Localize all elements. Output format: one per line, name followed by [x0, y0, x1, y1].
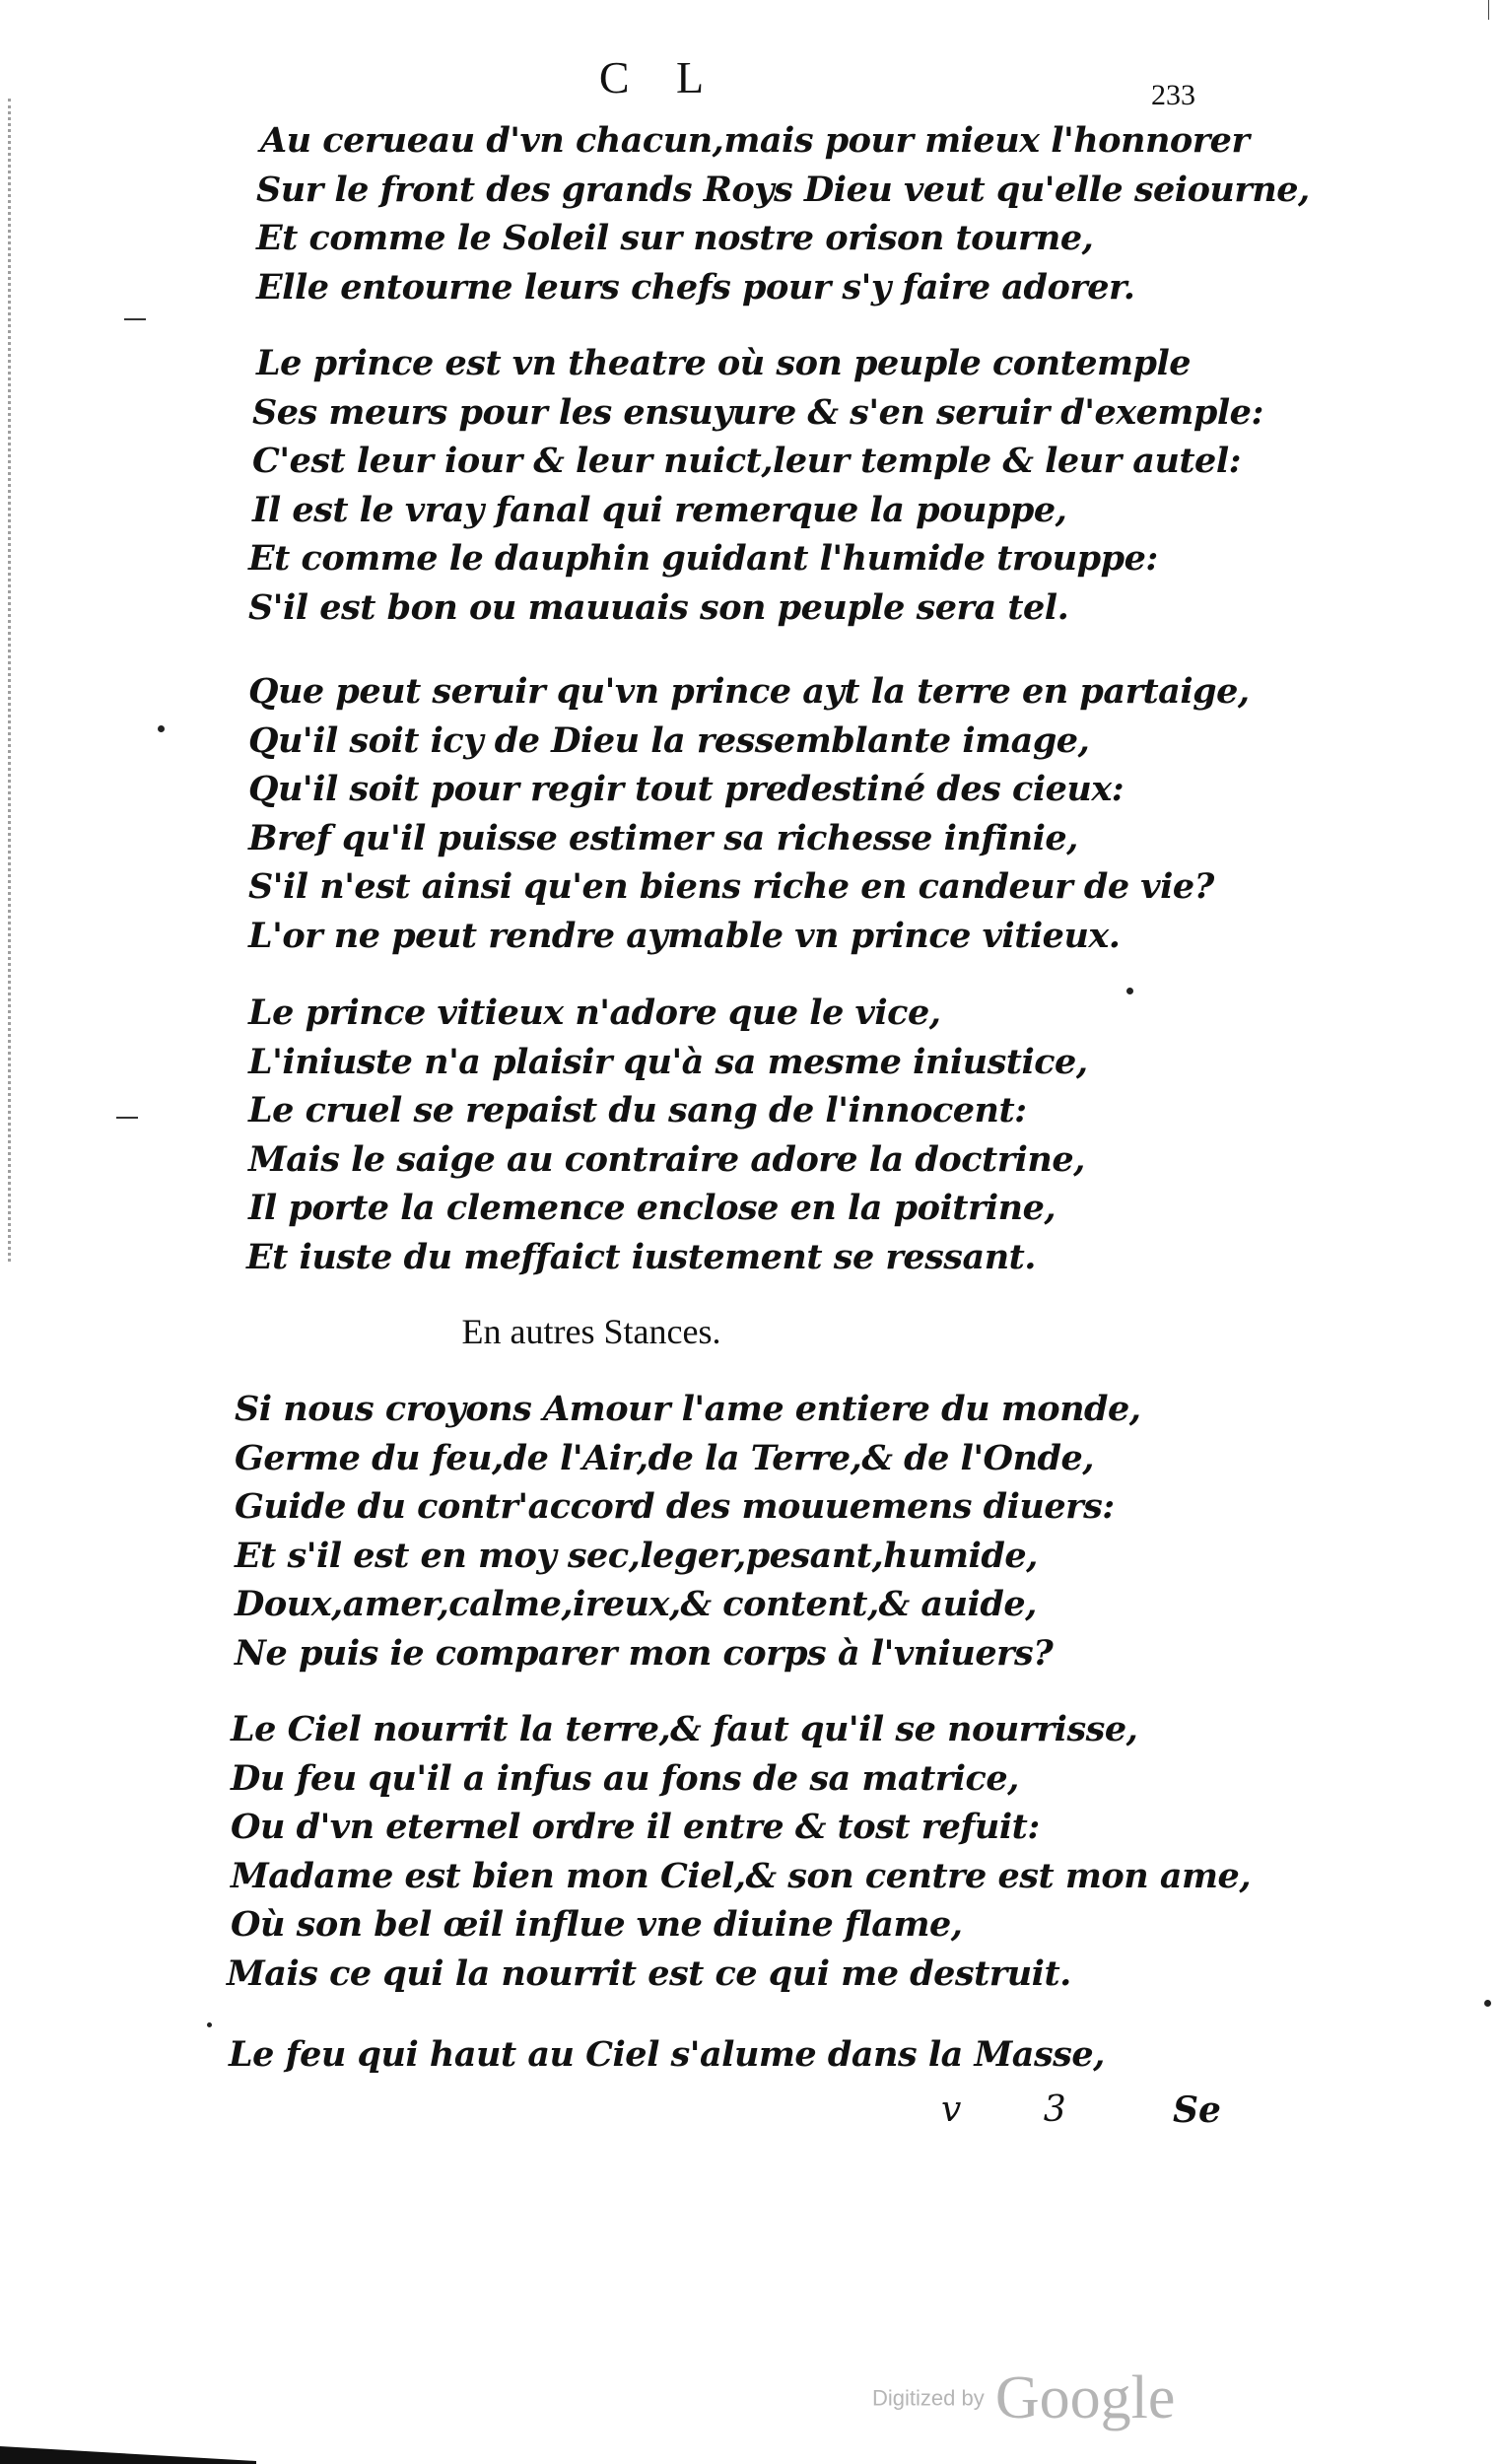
- verse-line: Il porte la clemence enclose en la poitrine,: [248, 1188, 1057, 1228]
- verse-line: L'iniuste n'a plaisir qu'à sa mesme iniustice,: [248, 1041, 1088, 1082]
- verse-line: Guide du contr'accord des mouuemens diuers:: [235, 1486, 1115, 1527]
- verse-line: Et iuste du meffaict iustement se ressant.: [246, 1236, 1036, 1277]
- verse-line: Germe du feu,de l'Air,de la Terre,& de l'Onde,: [235, 1437, 1094, 1478]
- verse-line: Elle entourne leurs chefs pour s'y faire adorer.: [256, 266, 1135, 308]
- signature-mark: v 3: [941, 2089, 1102, 2130]
- verse-line: Mais le saige au contraire adore la doctrine,: [248, 1138, 1085, 1180]
- verse-line: C'est leur iour & leur nuict,leur temple & leur autel:: [252, 441, 1242, 481]
- verse-line: Qu'il soit pour regir tout predestiné des cieux:: [248, 769, 1125, 809]
- verse-line: Que peut seruir qu'vn prince ayt la terre en partaige,: [248, 671, 1250, 712]
- ink-speck: [158, 725, 165, 732]
- ink-speck: [207, 2022, 212, 2027]
- digitized-watermark: [872, 2363, 1175, 2433]
- verse-line: Ou d'vn eternel ordre il entre & tost refuit:: [231, 1807, 1040, 1847]
- verse-line: Où son bel œil influe vne diuine flame,: [231, 1904, 963, 1945]
- verse-line: Au cerueau d'vn chacun,mais pour mieux l'honnorer: [260, 120, 1250, 161]
- verse-line: Doux,amer,calme,ireux,& content,& auide,: [235, 1584, 1037, 1624]
- verse-line: Et comme le Soleil sur nostre orison tourne,: [256, 218, 1094, 258]
- stanza-4: [248, 989, 1234, 1281]
- margin-mark: [116, 1117, 138, 1119]
- stanza-7: [229, 2030, 1214, 2080]
- ink-speck: [1484, 2000, 1491, 2007]
- verse-line: Si nous croyons Amour l'ame entiere du monde,: [235, 1389, 1141, 1429]
- verse-line: Bref qu'il puisse estimer sa richesse infinie,: [248, 817, 1078, 858]
- watermark-prefix: Digitized by: [872, 2385, 985, 2411]
- verse-line: Le prince est vn theatre où son peuple contemple: [256, 343, 1192, 383]
- verse-line: Du feu qu'il a infus au fons de sa matrice,: [231, 1757, 1019, 1799]
- stanza-1: [248, 116, 1310, 311]
- verse-line: Mais ce qui la nourrit est ce qui me destruit.: [227, 1952, 1071, 1994]
- verse-line: Le cruel se repaist du sang de l'innocent:: [248, 1090, 1027, 1130]
- ink-speck: [1126, 988, 1133, 994]
- running-head: C L: [598, 52, 722, 103]
- catchword: Se: [1173, 2089, 1221, 2131]
- verse-line: Et s'il est en moy sec,leger,pesant,humide,: [235, 1535, 1038, 1576]
- page-number: 233: [1151, 79, 1195, 111]
- stanza-3: [248, 667, 1250, 960]
- verse-line: Le prince vitieux n'adore que le vice,: [248, 992, 941, 1033]
- binding-edge-trace: [8, 99, 15, 1262]
- verse-line: Ses meurs pour les ensuyure & s'en seruir d'exemple:: [252, 391, 1263, 433]
- verse-line: L'or ne peut rendre aymable vn prince vitieux.: [248, 915, 1121, 956]
- verse-line: Il est le vray fanal qui remerque la pouppe,: [252, 489, 1067, 530]
- google-logo: Google: [994, 2364, 1176, 2431]
- verse-line: Qu'il soit icy de Dieu la ressemblante image,: [248, 719, 1090, 761]
- verse-line: S'il est bon ou mauuais son peuple sera tel.: [248, 586, 1069, 628]
- stanza-6: [227, 1705, 1252, 1998]
- verse-line: Et comme le dauphin guidant l'humide trouppe:: [248, 538, 1158, 579]
- verse-line: Sur le front des grands Roys Dieu veut qu'elle seiourne,: [256, 169, 1310, 210]
- verse-line: S'il n'est ainsi qu'en biens riche en candeur de vie?: [248, 866, 1214, 907]
- stanza-5: [235, 1385, 1220, 1677]
- page-footer: [0, 2089, 1500, 2149]
- verse-line: Ne puis ie comparer mon corps à l'vniuers?: [235, 1632, 1054, 1674]
- page-edge-mark: [1488, 0, 1489, 20]
- section-heading: En autres Stances.: [461, 1312, 721, 1351]
- verse-line: Madame est bien mon Ciel,& son centre est mon ame,: [231, 1855, 1252, 1896]
- scan-edge-shadow: [0, 2434, 256, 2464]
- verse-line: Le Ciel nourrit la terre,& faut qu'il se nourrisse,: [231, 1709, 1138, 1749]
- verse-line: Le feu qui haut au Ciel s'alume dans la Masse,: [229, 2034, 1105, 2075]
- margin-mark: [124, 318, 146, 320]
- stanza-2: [248, 339, 1263, 632]
